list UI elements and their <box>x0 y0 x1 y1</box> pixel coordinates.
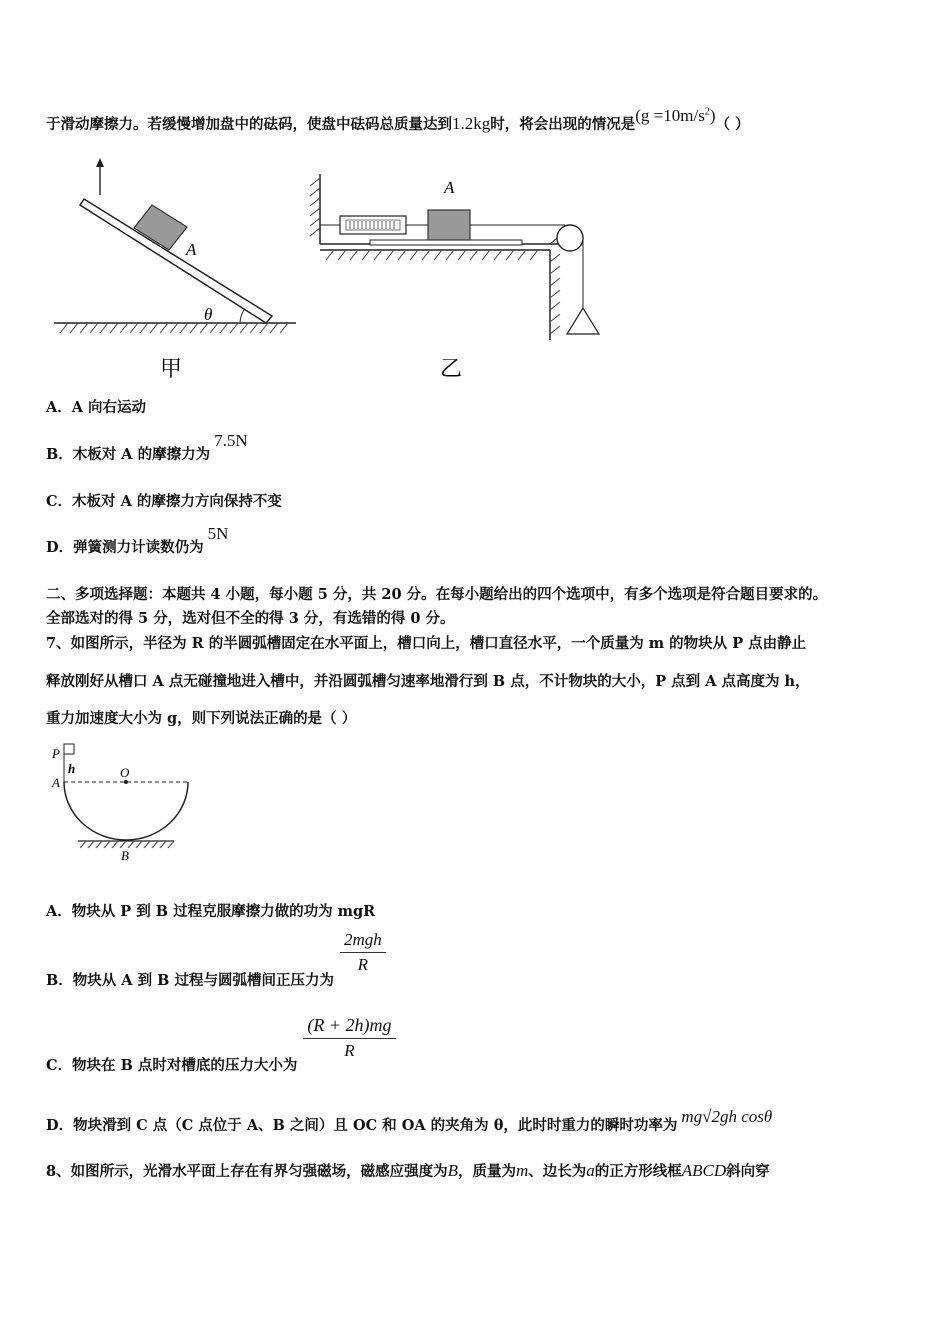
q7-line2: 释放刚好从槽口 A 点无碰撞地进入槽中，并沿圆弧槽匀速率地滑行到 B 点，不计物块的大小，P 点到 A 点高度为 h， <box>46 673 810 690</box>
label-jia: 甲 <box>160 356 183 381</box>
q7-option-d-value: mg√2gh cosθ <box>681 1107 773 1126</box>
block-p <box>64 744 74 754</box>
wall-hatch <box>310 178 320 236</box>
q6-option-b-value: 7.5N <box>214 431 248 450</box>
q7-option-a: A．物块从 P 到 B 过程克服摩擦力做的功为 mgR <box>46 903 376 920</box>
q6-option-d-text: D．弹簧测力计读数仍为 <box>46 539 204 556</box>
g-formula: $(g =10m/s^2)$ <box>635 106 716 125</box>
mass-value: 1.2kg <box>452 114 491 133</box>
wood-board <box>370 240 522 245</box>
center-o <box>124 780 128 784</box>
q8-text2: ，质量为 <box>457 1163 516 1180</box>
figure-semicircle-groove <box>44 740 194 865</box>
incline-board <box>80 199 272 323</box>
label-a-incline: A <box>186 240 197 259</box>
q7-option-c <box>46 1015 396 1074</box>
question-intro <box>46 106 750 134</box>
q8-m: m <box>515 1161 529 1180</box>
ground-hatch <box>60 323 288 333</box>
pulley-bracket <box>550 238 557 244</box>
pulley <box>557 225 583 251</box>
intro-text-2: 时，将会出现的情况是 <box>490 116 636 133</box>
q7-option-d-text: D．物块滑到 C 点（C 点位于 A、B 之间）且 OC 和 OA 的夹角为 θ，此时时重力的瞬时功率为 <box>46 1117 678 1134</box>
intro-text: 于滑动摩擦力。若缓慢增加盘中的砝码，使盘中砝码总质量达到 <box>46 116 452 133</box>
answer-blank: （ ） <box>715 116 750 133</box>
q7-option-d <box>46 1107 773 1135</box>
q7-option-c-text: C．物块在 B 点时对槽底的压力大小为 <box>46 1057 298 1074</box>
q6-option-d-value: 5N <box>207 524 229 543</box>
q7-line3: 重力加速度大小为 g，则下列说法正确的是（ ） <box>46 710 357 727</box>
q7-line1: 7、如图所示，半径为 R 的半圆弧槽固定在水平面上，槽口向上，槽口直径水平，一个质量为 m 的物块从 P 点由静止 <box>46 635 807 652</box>
label-theta: θ <box>204 305 213 324</box>
label-o: O <box>120 765 130 780</box>
label-a: A <box>52 775 60 790</box>
label-h: h <box>68 761 76 776</box>
q6-option-a: A．A 向右运动 <box>46 399 147 416</box>
q7-option-b-text: B．物块从 A 到 B 过程与圆弧槽间正压力为 <box>46 971 334 989</box>
q8-text5: 斜向穿 <box>726 1163 770 1180</box>
figure-incline-pulley <box>40 150 620 390</box>
leg-hatch <box>550 254 560 334</box>
q6-option-d <box>46 524 229 557</box>
q7-option-b-num: 2mgh <box>340 930 386 953</box>
q7-option-b-fraction <box>340 930 386 975</box>
q8-abcd: ABCD <box>681 1161 727 1180</box>
semicircle-groove <box>64 782 188 840</box>
label-b: B <box>121 848 129 863</box>
label-a-table: A <box>444 178 455 197</box>
block-a-table <box>428 210 470 240</box>
q8-a: a <box>586 1161 595 1180</box>
q7-option-b <box>46 930 386 989</box>
q6-option-b <box>46 431 248 464</box>
label-yi: 乙 <box>440 356 463 381</box>
q7-option-c-fraction <box>303 1015 395 1061</box>
q7-option-c-num: (R + 2h)mg <box>303 1015 395 1039</box>
q8-line1 <box>46 1160 770 1181</box>
floor-hatch <box>80 841 174 848</box>
label-p: P <box>52 746 60 761</box>
q8-b: B <box>447 1161 458 1180</box>
angle-arc <box>240 310 244 323</box>
q7-option-b-den: R <box>357 955 369 974</box>
q8-text: 8、如图所示，光滑水平面上存在有界匀强磁场，磁感应强度为 <box>46 1163 448 1180</box>
q8-text3: 、边长为 <box>528 1163 587 1180</box>
lift-arrowhead <box>96 158 104 167</box>
q7-option-c-den: R <box>344 1041 355 1060</box>
table-hatch <box>326 250 538 260</box>
q6-option-b-text: B．木板对 A 的摩擦力为 <box>46 446 211 463</box>
q6-option-c: C．木板对 A 的摩擦力方向保持不变 <box>46 493 282 510</box>
weight-pan <box>567 308 599 334</box>
section-header-line1: 二、多项选择题：本题共 4 小题，每小题 5 分，共 20 分。在每小题给出的四个选项中，有多个选项是符合题目要求的。 <box>46 586 828 603</box>
section-header-line2: 全部选对的得 5 分，选对但不全的得 3 分，有选错的得 0 分。 <box>46 610 455 627</box>
q8-text4: 的正方形线框 <box>594 1163 682 1180</box>
